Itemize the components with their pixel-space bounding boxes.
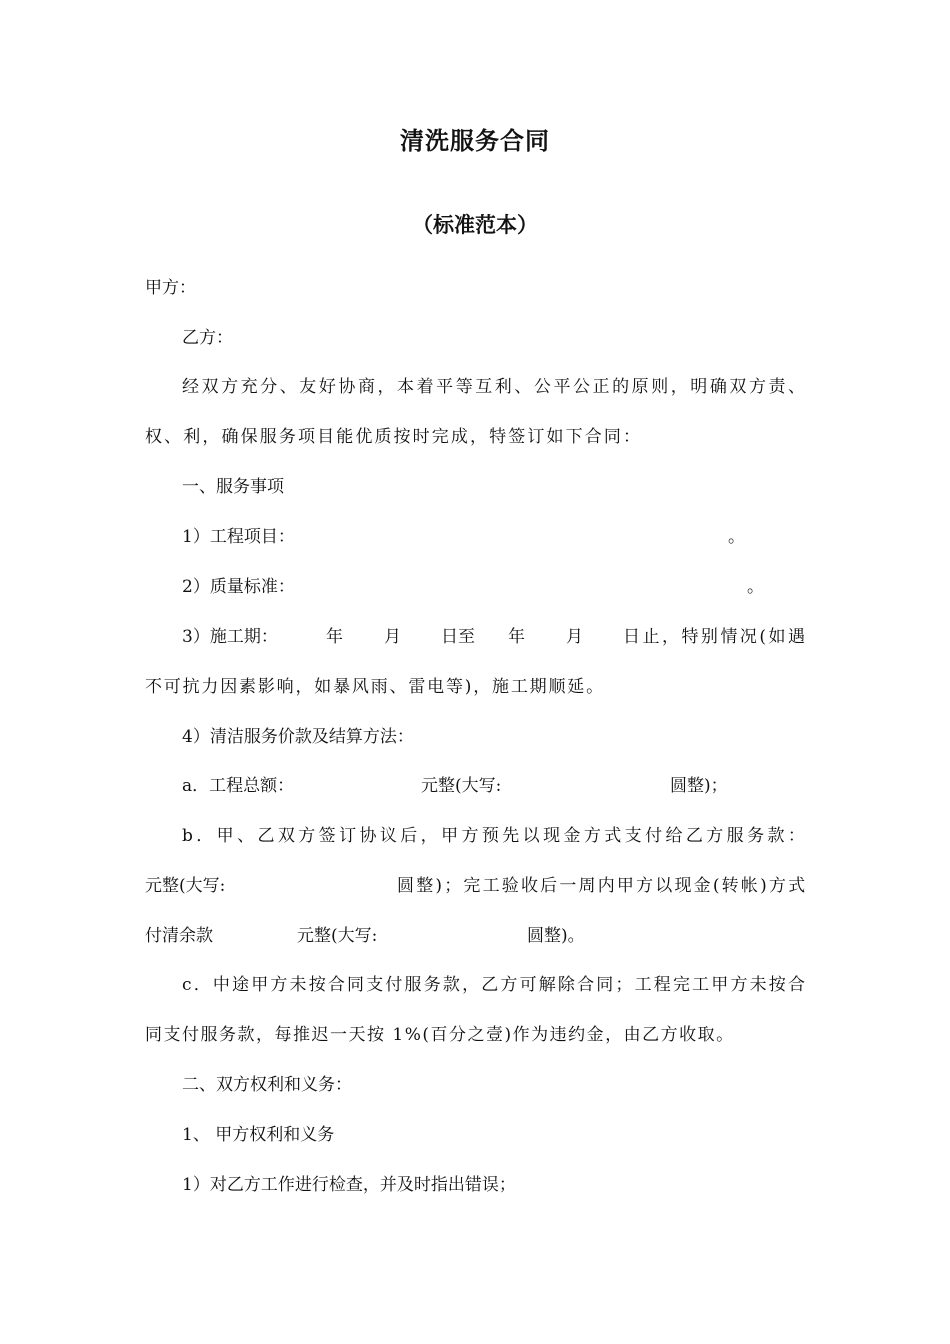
total-amount-label: a．工程总额： — [182, 776, 295, 796]
balance-yuan: 元整(大写: — [297, 926, 378, 946]
document-subtitle: （标准范本） — [412, 213, 538, 237]
period-year-2: 年 — [508, 627, 525, 647]
penalty-line-1: c．中途甲方未按合同支付服务款，乙方可解除合同；工程完工甲方未按合 — [182, 975, 808, 995]
period-tail: 日止，特别情况(如遇 — [623, 627, 808, 647]
document-title: 清洗服务合同 — [400, 127, 550, 155]
balance-label: 付清余款 — [145, 926, 213, 946]
period-year-1: 年 — [326, 627, 343, 647]
prepay-line-1: b．甲、乙双方签订协议后，甲方预先以现金方式支付给乙方服务款： — [182, 826, 809, 846]
total-amount-end: 圆整)； — [670, 776, 728, 796]
prepay-line-2-end: 圆整)；完工验收后一周内甲方以现金(转帐)方式 — [397, 876, 808, 896]
intro-line-1: 经双方充分、友好协商，本着平等互利、公平公正的原则，明确双方责、 — [182, 377, 808, 397]
total-amount-yuan: 元整(大写: — [421, 776, 502, 796]
penalty-line-2: 同支付服务款，每推迟一天按 1%(百分之壹)作为违约金，由乙方收取。 — [145, 1025, 735, 1045]
quality-label: 2）质量标准： — [182, 577, 295, 597]
project-label: 1）工程项目： — [182, 527, 295, 547]
period-day-to: 日至 — [441, 627, 475, 647]
party-b-label: 乙方： — [182, 328, 233, 348]
party-a-label: 甲方： — [145, 278, 196, 298]
project-end-mark: 。 — [728, 527, 745, 547]
intro-line-2: 权、利，确保服务项目能优质按时完成，特签订如下合同： — [145, 427, 643, 447]
balance-end: 圆整)。 — [527, 926, 585, 946]
period-month-2: 月 — [566, 627, 583, 647]
quality-end-mark: 。 — [747, 577, 764, 597]
section2-heading: 二、双方权利和义务： — [182, 1075, 352, 1095]
period-label: 3）施工期： — [182, 627, 278, 647]
prepay-line-2-start: 元整(大写: — [145, 876, 226, 896]
party-a-rights-heading: 1、 甲方权利和义务 — [182, 1125, 335, 1145]
period-line-2: 不可抗力因素影响，如暴风雨、雷电等)，施工期顺延。 — [145, 677, 605, 697]
section1-heading: 一、服务事项 — [182, 477, 284, 497]
period-month-1: 月 — [384, 627, 401, 647]
party-a-rights-item-1: 1）对乙方工作进行检查，并及时指出错误； — [182, 1175, 516, 1195]
payment-method-label: 4）清洁服务价款及结算方法： — [182, 727, 414, 747]
